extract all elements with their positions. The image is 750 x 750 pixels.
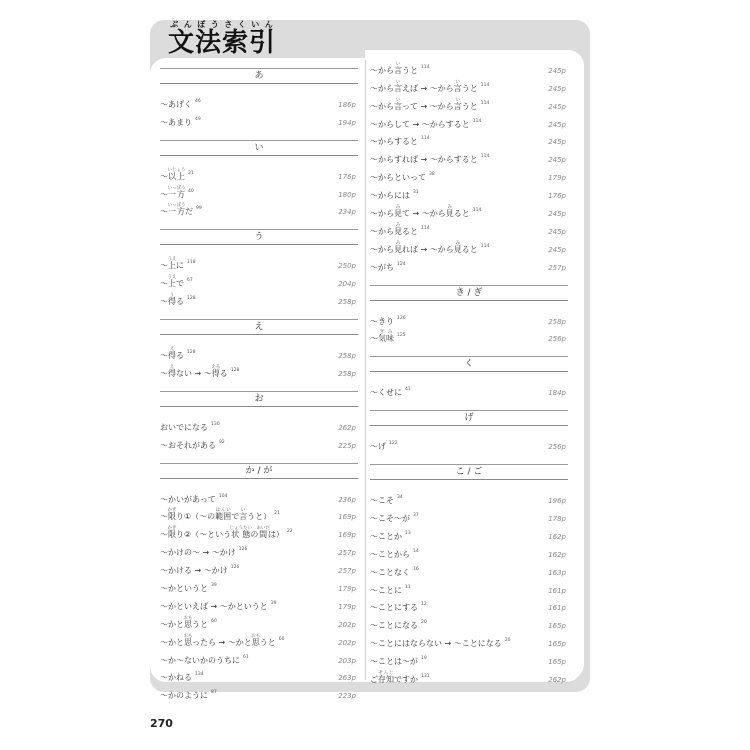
entry-text: 〜かといえば → 〜かというと $^{39}$ — [160, 600, 277, 611]
furigana: いっぽう — [167, 203, 186, 209]
entry-text: 〜上うえで $^{67}$ — [160, 275, 193, 289]
index-entry — [160, 487, 358, 505]
entry-page: 262p — [338, 423, 356, 432]
entry-text: 〜から言いうと $^{114}$ — [370, 61, 430, 75]
furigana: み — [453, 240, 462, 246]
entry-page: 250p — [338, 262, 356, 271]
entry-reference-number: 20 — [421, 620, 427, 626]
entry-reference-number: 114 — [472, 208, 482, 214]
ruby-word: 引いん — [249, 20, 277, 58]
ruby-word: 見み — [445, 205, 454, 219]
entry-reference-number: 14 — [413, 548, 419, 554]
entry-reference-number: 128 — [230, 367, 240, 373]
entry-reference-number: 31 — [413, 190, 419, 196]
entry-page: 257p — [338, 567, 356, 576]
entry-page: 245p — [548, 84, 566, 93]
entry-page: 258p — [338, 369, 356, 378]
entry-text: 〜おそれがある $^{92}$ — [160, 439, 225, 450]
index-entry — [160, 343, 358, 361]
entry-reference-number: 124 — [397, 261, 406, 267]
section-gap — [160, 379, 358, 385]
entry-text: 〜から言いえば → 〜から言いうと $^{114}$ — [370, 79, 490, 93]
entry-reference-number: 104 — [218, 493, 228, 499]
entry-page: 194p — [338, 118, 356, 127]
ruby-word: 得う — [168, 293, 176, 307]
entry-reference-number: 114 — [480, 154, 490, 160]
furigana: かぎ — [167, 508, 177, 514]
entry-page: 161p — [548, 586, 566, 595]
section-gap — [370, 398, 568, 404]
entry-reference-number: 114 — [472, 118, 482, 124]
entry-text: 〜こそ $^{34}$ — [370, 495, 403, 506]
index-entry — [160, 576, 358, 594]
furigana: え — [168, 364, 176, 370]
section-header: い — [160, 140, 358, 156]
index-entry — [160, 415, 358, 433]
section-gap — [160, 451, 358, 457]
index-entry — [370, 165, 568, 183]
ruby-word: 思おも — [251, 633, 261, 647]
entry-reference-number: 131 — [421, 674, 430, 680]
entry-page: 178p — [548, 515, 566, 524]
entry-page: 234p — [338, 208, 356, 217]
entry-reference-number: 114 — [421, 136, 430, 142]
index-entry — [160, 164, 358, 182]
entry-reference-number: 92 — [219, 439, 225, 445]
index-entry — [370, 667, 568, 685]
section-header: う — [160, 229, 358, 245]
section-header: え — [160, 319, 358, 335]
index-entry — [160, 92, 358, 110]
entry-reference-number: 126 — [397, 315, 406, 321]
ruby-word: 限かぎ — [167, 508, 177, 522]
ruby-word: 上うえ — [167, 275, 177, 289]
ruby-word: 言い — [394, 61, 402, 75]
entry-text: 〜から見みると $^{114}$ — [370, 222, 430, 236]
index-entry — [370, 112, 568, 130]
ruby-word: 範囲はんい — [215, 508, 232, 522]
entry-page: 184p — [548, 389, 566, 398]
entry-reference-number: 126 — [238, 547, 248, 553]
index-entry — [370, 631, 568, 649]
entry-page: 162p — [548, 550, 566, 559]
entry-reference-number: 34 — [397, 495, 403, 501]
index-entry — [370, 255, 568, 273]
section-gap — [370, 452, 568, 458]
entry-page: 256p — [548, 443, 566, 452]
index-entry — [160, 433, 358, 451]
furigana: い — [453, 97, 462, 103]
entry-reference-number: 114 — [480, 243, 490, 249]
furigana: み — [394, 222, 402, 228]
entry-page: 169p — [338, 513, 356, 522]
index-entry — [160, 271, 358, 289]
furigana: おも — [183, 633, 193, 639]
index-entry — [160, 200, 358, 218]
furigana: い — [394, 79, 402, 85]
entry-text: 〜からすると $^{114}$ — [370, 136, 430, 147]
ruby-word: 一方いっぽう — [167, 203, 186, 217]
entry-text: 〜一方いっぽう$^{40}$ — [160, 185, 194, 199]
section-header: げ — [370, 410, 568, 426]
entry-reference-number: 39 — [270, 600, 277, 606]
page-number: 270 — [150, 717, 173, 730]
entry-reference-number: 118 — [187, 260, 196, 266]
index-entry — [370, 130, 568, 148]
section-gap — [160, 307, 358, 313]
ruby-word: 得える — [211, 364, 221, 378]
entry-text: 〜得えない → 〜得えるる $^{128}$ — [160, 364, 240, 378]
entry-reference-number: 19 — [421, 656, 427, 662]
furigana: はんい — [215, 508, 232, 514]
index-entry — [370, 613, 568, 631]
index-entry — [370, 219, 568, 237]
entry-text: おいでになる $^{130}$ — [160, 421, 220, 432]
entry-page: 262p — [548, 676, 566, 685]
furigana: う — [168, 293, 176, 299]
entry-text: 〜から見みれば → 〜から見みると $^{114}$ — [370, 240, 490, 254]
entry-text: 〜ことか $^{13}$ — [370, 530, 411, 541]
index-entry — [370, 183, 568, 201]
ruby-word: 見み — [394, 240, 402, 254]
furigana: い — [394, 61, 402, 67]
entry-page: 179p — [338, 585, 356, 594]
entry-text: 〜からして → 〜からすると $^{114}$ — [370, 118, 482, 129]
entry-text: 〜げ $^{122}$ — [370, 441, 398, 452]
entry-reference-number: 41 — [405, 387, 411, 393]
entry-text: 〜かのように $^{87}$ — [160, 690, 217, 701]
entry-reference-number: 60 — [211, 618, 217, 624]
furigana: おも — [183, 615, 193, 621]
entry-page: 245p — [548, 245, 566, 254]
entry-text: 〜ことなく $^{16}$ — [370, 566, 419, 577]
entry-reference-number: 31 — [188, 170, 194, 176]
index-entry — [370, 94, 568, 112]
furigana: さく — [222, 20, 250, 29]
ruby-word: 間あいだ — [256, 526, 270, 540]
section-header: お — [160, 391, 358, 407]
section-header: あ — [160, 68, 358, 84]
entry-text: 〜上うえに $^{118}$ — [160, 257, 196, 271]
index-entry — [370, 596, 568, 614]
index-entry — [370, 76, 568, 94]
entry-reference-number: 114 — [480, 82, 490, 88]
section-header: か / が — [160, 463, 358, 479]
entry-page: 169p — [338, 531, 356, 540]
furigana: み — [394, 205, 402, 211]
ruby-word: 限かぎ — [167, 526, 177, 540]
entry-reference-number: 16 — [413, 566, 419, 572]
ruby-word: 存知ぞんじ — [378, 671, 394, 685]
entry-page: 245p — [548, 227, 566, 236]
entry-page: 179p — [548, 174, 566, 183]
entry-text: 〜かいがあって $^{104}$ — [160, 493, 228, 504]
index-entry — [160, 666, 358, 684]
entry-text: 〜以上いじょう$^{31}$ — [160, 167, 194, 181]
furigana: ぽう — [195, 20, 223, 29]
ruby-word: 得え — [168, 364, 176, 378]
entry-page: 176p — [338, 172, 356, 181]
furigana: い — [239, 508, 248, 514]
entry-text: 〜からには $^{31}$ — [370, 190, 419, 201]
entry-text: 〜あげく $^{46}$ — [160, 98, 201, 109]
entry-reference-number: 125 — [397, 333, 406, 339]
index-entry — [370, 488, 568, 506]
index-entry — [370, 578, 568, 596]
furigana: うえ — [167, 257, 177, 263]
index-entry — [370, 524, 568, 542]
index-entry — [160, 361, 358, 379]
entry-text: 〜かねる $^{134}$ — [160, 672, 204, 683]
furigana: ぎみ — [378, 330, 394, 336]
entry-reference-number: 11 — [405, 584, 411, 590]
index-column-left — [160, 62, 358, 707]
index-entry — [160, 612, 358, 630]
entry-text: 〜ことから $^{14}$ — [370, 548, 419, 559]
furigana: かぎ — [167, 526, 177, 532]
entry-page: 163p — [548, 568, 566, 577]
entry-reference-number: 22 — [286, 529, 293, 535]
entry-page: 179p — [338, 602, 356, 611]
index-entry — [370, 434, 568, 452]
entry-reference-number: 122 — [389, 441, 398, 447]
furigana: い — [394, 97, 402, 103]
section-gap — [160, 128, 358, 134]
ruby-word: 索さく — [222, 20, 250, 58]
entry-reference-number: 67 — [187, 278, 193, 284]
entry-text: 〜がち $^{124}$ — [370, 261, 406, 272]
index-entry — [160, 683, 358, 701]
furigana: ぶん — [168, 20, 196, 29]
section-gap — [370, 344, 568, 350]
entry-page: 162p — [548, 532, 566, 541]
entry-reference-number: 128 — [187, 296, 196, 302]
ruby-word: 言い — [394, 97, 402, 111]
entry-page: 225p — [338, 441, 356, 450]
entry-text: 〜かと思おもうと $^{60}$ — [160, 615, 217, 629]
index-entry — [160, 182, 358, 200]
entry-text: 〜かける → 〜かけ $^{126}$ — [160, 565, 240, 576]
furigana: おも — [251, 633, 261, 639]
ruby-word: 言い — [394, 79, 402, 93]
ruby-word: 思おも — [183, 633, 193, 647]
ruby-word: 以上いじょう — [167, 167, 186, 181]
index-entry — [160, 594, 358, 612]
index-entry — [370, 237, 568, 255]
furigana: え — [168, 347, 176, 353]
entry-page: 223p — [338, 692, 356, 701]
ruby-word: 法ぽう — [195, 20, 223, 58]
furigana: いじょう — [167, 167, 186, 173]
index-entry — [370, 309, 568, 327]
entry-page: 256p — [548, 335, 566, 344]
index-entry — [160, 110, 358, 128]
furigana: ぞんじ — [378, 671, 394, 677]
entry-text: 〜一方いっぽうだ $^{99}$ — [160, 203, 202, 217]
entry-reference-number: 12 — [421, 602, 427, 608]
entry-text: 〜かけの〜 → 〜かけ $^{126}$ — [160, 547, 248, 558]
entry-reference-number: 20 — [504, 638, 511, 644]
section-header: き / ぎ — [370, 285, 568, 301]
index-entry — [370, 560, 568, 578]
section-gap — [370, 273, 568, 279]
entry-page: 245p — [548, 66, 566, 75]
ruby-word: 気味ぎみ — [378, 330, 394, 344]
entry-page: 180p — [338, 190, 356, 199]
entry-reference-number: 87 — [211, 690, 217, 696]
entry-reference-number: 37 — [413, 513, 419, 519]
furigana: じょうたい — [229, 526, 253, 532]
entry-page: 203p — [338, 656, 356, 665]
entry-page: 202p — [338, 620, 356, 629]
index-entry — [370, 201, 568, 219]
furigana: うえ — [167, 275, 177, 281]
entry-reference-number: 126 — [230, 565, 240, 571]
ruby-word: 状態じょうたい — [229, 526, 253, 540]
index-entry — [160, 522, 358, 540]
entry-page: 258p — [548, 317, 566, 326]
entry-text: 〜からといって $^{38}$ — [370, 172, 435, 183]
entry-page: 245p — [548, 120, 566, 129]
ruby-word: 見み — [394, 222, 402, 236]
entry-text: 〜くせに $^{41}$ — [370, 387, 411, 398]
entry-reference-number: 38 — [429, 172, 435, 178]
ruby-word: 文ぶん — [168, 20, 196, 58]
entry-page: 245p — [548, 156, 566, 165]
index-entry — [160, 558, 358, 576]
index-entry — [160, 253, 358, 271]
entry-reference-number: 114 — [421, 64, 430, 70]
entry-text: 〜あまり $^{49}$ — [160, 116, 201, 127]
entry-text: 〜ことにはならない → 〜ことになる $^{20}$ — [370, 638, 511, 649]
section-header: く — [370, 356, 568, 372]
ruby-word: 見み — [453, 240, 462, 254]
index-entry — [370, 380, 568, 398]
entry-text: 〜かと思おもったら → 〜かと思おもうと $^{60}$ — [160, 633, 285, 647]
entry-text: 〜気味ぎみ$^{125}$ — [370, 330, 406, 344]
entry-reference-number: 134 — [195, 672, 204, 678]
entry-text: 〜得える $^{128}$ — [160, 347, 196, 361]
entry-text: 〜きり $^{126}$ — [370, 315, 406, 326]
column-divider — [365, 60, 366, 680]
index-entry — [370, 147, 568, 165]
entry-page: 245p — [548, 138, 566, 147]
entry-page: 245p — [548, 210, 566, 219]
index-entry — [370, 649, 568, 667]
furigana: い — [453, 79, 462, 85]
entry-page: 245p — [548, 102, 566, 111]
entry-reference-number: 49 — [195, 116, 201, 122]
entry-text: 〜ことになる $^{20}$ — [370, 620, 427, 631]
ruby-word: 思おも — [183, 615, 193, 629]
entry-page: 258p — [338, 352, 356, 361]
entry-text: ご存知ぞんじですか $^{131}$ — [370, 671, 430, 685]
entry-page: 236p — [338, 495, 356, 504]
entry-page: 165p — [548, 622, 566, 631]
section-header: こ / ご — [370, 464, 568, 480]
furigana: み — [445, 205, 454, 211]
entry-text: 〜限かぎり①（〜の範囲はんいで言いうと） $^{21}$ — [160, 508, 280, 522]
entry-text: 〜からすれば → 〜からすると $^{114}$ — [370, 154, 490, 165]
furigana: える — [211, 364, 221, 370]
entry-text: 〜かというと $^{39}$ — [160, 583, 217, 594]
entry-reference-number: 114 — [480, 100, 490, 106]
furigana: あいだ — [256, 526, 270, 532]
ruby-word: 言い — [239, 508, 248, 522]
entry-page: 258p — [338, 298, 356, 307]
entry-text: 〜こそ〜が $^{37}$ — [370, 513, 419, 524]
index-entry — [370, 327, 568, 345]
entry-text: 〜か〜ないかのうちに $^{61}$ — [160, 654, 249, 665]
entry-reference-number: 39 — [211, 583, 217, 589]
entry-page: 186p — [338, 100, 356, 109]
entry-text: 〜限かぎり②（〜という状態じょうたいの間あいだは） $^{22}$ — [160, 526, 293, 540]
ruby-word: 一方いっぽう — [167, 185, 186, 199]
entry-reference-number: 46 — [195, 98, 201, 104]
index-column-right — [370, 58, 568, 691]
entry-page: 204p — [338, 280, 356, 289]
entry-text: 〜から言いって → 〜から言いうと $^{114}$ — [370, 97, 490, 111]
index-entry — [370, 506, 568, 524]
ruby-word: 見み — [394, 205, 402, 219]
entry-page: 165p — [548, 658, 566, 667]
entry-page: 165p — [548, 640, 566, 649]
index-entry — [160, 289, 358, 307]
entry-text: 〜得うる $^{128}$ — [160, 293, 196, 307]
entry-reference-number: 21 — [274, 511, 280, 517]
section-gap — [160, 217, 358, 223]
entry-reference-number: 60 — [278, 636, 285, 642]
entry-text: 〜ことにする $^{12}$ — [370, 602, 427, 613]
index-entry — [160, 648, 358, 666]
index-entry — [160, 630, 358, 648]
entry-reference-number: 13 — [405, 530, 411, 536]
entry-page: 202p — [338, 638, 356, 647]
furigana: いっぽう — [167, 185, 186, 191]
index-entry — [160, 540, 358, 558]
entry-reference-number: 128 — [187, 350, 196, 356]
entry-text: 〜ことは〜が $^{19}$ — [370, 656, 427, 667]
entry-page: 196p — [548, 497, 566, 506]
furigana: いん — [249, 20, 277, 29]
index-entry — [370, 58, 568, 76]
index-entry — [160, 505, 358, 523]
ruby-word: 上うえ — [167, 257, 177, 271]
furigana: み — [394, 240, 402, 246]
entry-page: 176p — [548, 192, 566, 201]
ruby-word: 言い — [453, 97, 462, 111]
entry-page: 161p — [548, 604, 566, 613]
entry-page: 263p — [338, 674, 356, 683]
entry-reference-number: 130 — [211, 421, 220, 427]
entry-reference-number: 114 — [421, 225, 430, 231]
ruby-word: 得え — [168, 347, 176, 361]
entry-reference-number: 61 — [243, 654, 249, 660]
entry-page: 257p — [338, 549, 356, 558]
entry-reference-number: 99 — [196, 206, 202, 212]
entry-page: 257p — [548, 263, 566, 272]
entry-text: 〜から見みて → 〜から見みると $^{114}$ — [370, 205, 482, 219]
ruby-word: 言い — [453, 79, 462, 93]
entry-reference-number: 40 — [188, 188, 194, 194]
section-gap — [370, 685, 568, 691]
section-gap — [160, 701, 358, 707]
page-title — [168, 20, 276, 59]
index-entry — [370, 542, 568, 560]
entry-text: 〜ことに $^{11}$ — [370, 584, 411, 595]
